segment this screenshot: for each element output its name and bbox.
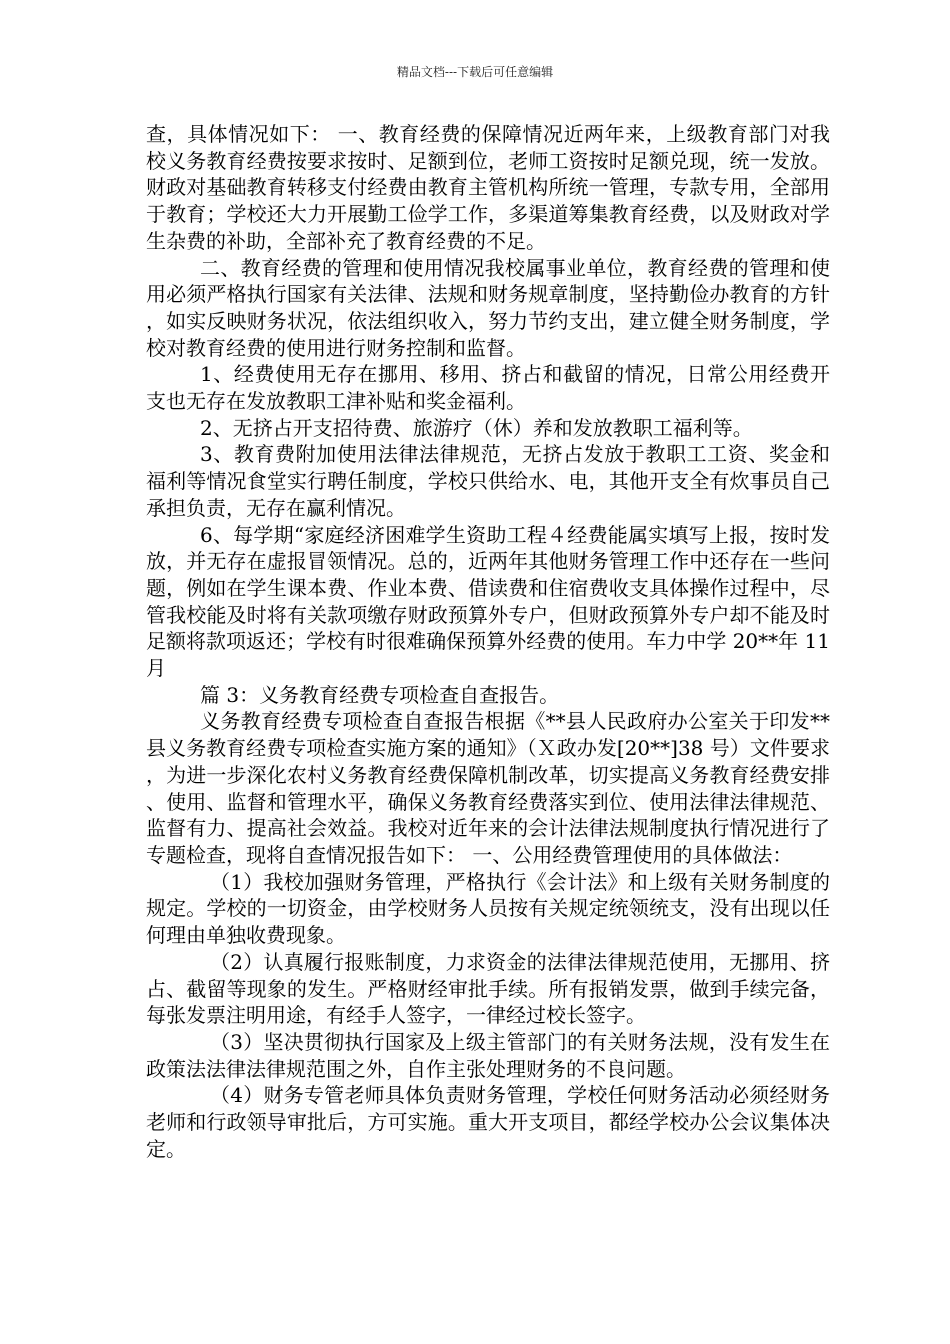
- paragraph-point-3: （3）坚决贯彻执行国家及上级主管部门的有关财务法规，没有发生在政策法法律法律规范围之外，自作主张处理财务的不良问题。: [146, 1029, 830, 1081]
- paragraph-point-4: （4）财务专管老师具体负责财务管理，学校任何财务活动必须经财务老师和行政领导审批后，方可实施。重大开支项目，都经学校办公会议集体决定。: [146, 1083, 830, 1161]
- paragraph-report-intro: 义务教育经费专项检查自查报告根据《**县人民政府办公室关于印发**县义务教育经费专项检查实施方案的通知》（Ｘ政办发[20**]38 号）文件要求，为进一步深化农村义务教育经费保障机制改革，切实提高义务教育经费安排、使用、监督和管理水平，确保义务教育经费落实到位、使用法律法律规范、监督有力、提高社会效益。我校对近年来的会计法律法规制度执行情况进行了专题检查，现将自查情况报告如下： 一、公用经费管理使用的具体做法：: [146, 709, 830, 867]
- paragraph-point-2: （2）认真履行报账制度，力求资金的法律法律规范使用，无挪用、挤占、截留等现象的发生。严格财经审批手续。所有报销发票，做到手续完备，每张发票注明用途，有经手人签字，一律经过校长签字。: [146, 949, 830, 1028]
- paragraph-budget-guarantee: 查，具体情况如下： 一、教育经费的保障情况近两年来，上级教育部门对我校义务教育经费按要求按时、足额到位，老师工资按时足额兑现，统一发放。财政对基础教育转移支付经费由教育主管机构所统一管理，专款专用，全部用于教育；学校还大力开展勤工俭学工作，多渠道筹集教育经费，以及财政对学生杂费的补助，全部补充了教育经费的不足。: [146, 122, 830, 253]
- paragraph-item-1: 1、经费使用无存在挪用、移用、挤占和截留的情况，日常公用经费开支也无存在发放教职工津补贴和奖金福利。: [146, 362, 830, 414]
- paragraph-item-6: 6、每学期“家庭经济困难学生资助工程４经费能属实填写上报，按时发放，并无存在虚报冒领情况。总的，近两年其他财务管理工作中还存在一些问题，例如在学生课本费、作业本费、借读费和住宿费收支具体操作过程中，尽管我校能及时将有关款项缴存财政预算外专户，但财政预算外专户却不能及时足额将款项返还；学校有时很难确保预算外经费的使用。车力中学 20**年 11 月: [146, 522, 830, 681]
- paragraph-item-3: 3、教育费附加使用法律法律规范，无挤占发放于教职工工资、奖金和福利等情况食堂实行聘任制度，学校只供给水、电，其他开支全有炊事员自己承担负责，无存在赢利情况。: [146, 442, 830, 520]
- document-body: [146, 121, 830, 1162]
- paragraph-section-title: 篇 3：义务教育经费专项检查自查报告。: [200, 682, 560, 707]
- paragraph-point-1: （1）我校加强财务管理，严格执行《会计法》和上级有关财务制度的规定。学校的一切资金，由学校财务人员按有关规定统领统支，没有出现以任何理由单独收费现象。: [146, 869, 830, 948]
- paragraph-fund-management: 二、教育经费的管理和使用情况我校属事业单位，教育经费的管理和使用必须严格执行国家有关法律、法规和财务规章制度，坚持勤俭办教育的方针，如实反映财务状况，依法组织收入，努力节约支出，建立健全财务制度，学校对教育经费的使用进行财务控制和监督。: [146, 255, 830, 360]
- page-header: 精品文档---下载后可任意编辑: [396, 65, 554, 79]
- paragraph-item-2: 2、无挤占开支招待费、旅游疗（休）养和发放教职工福利等。: [200, 415, 753, 440]
